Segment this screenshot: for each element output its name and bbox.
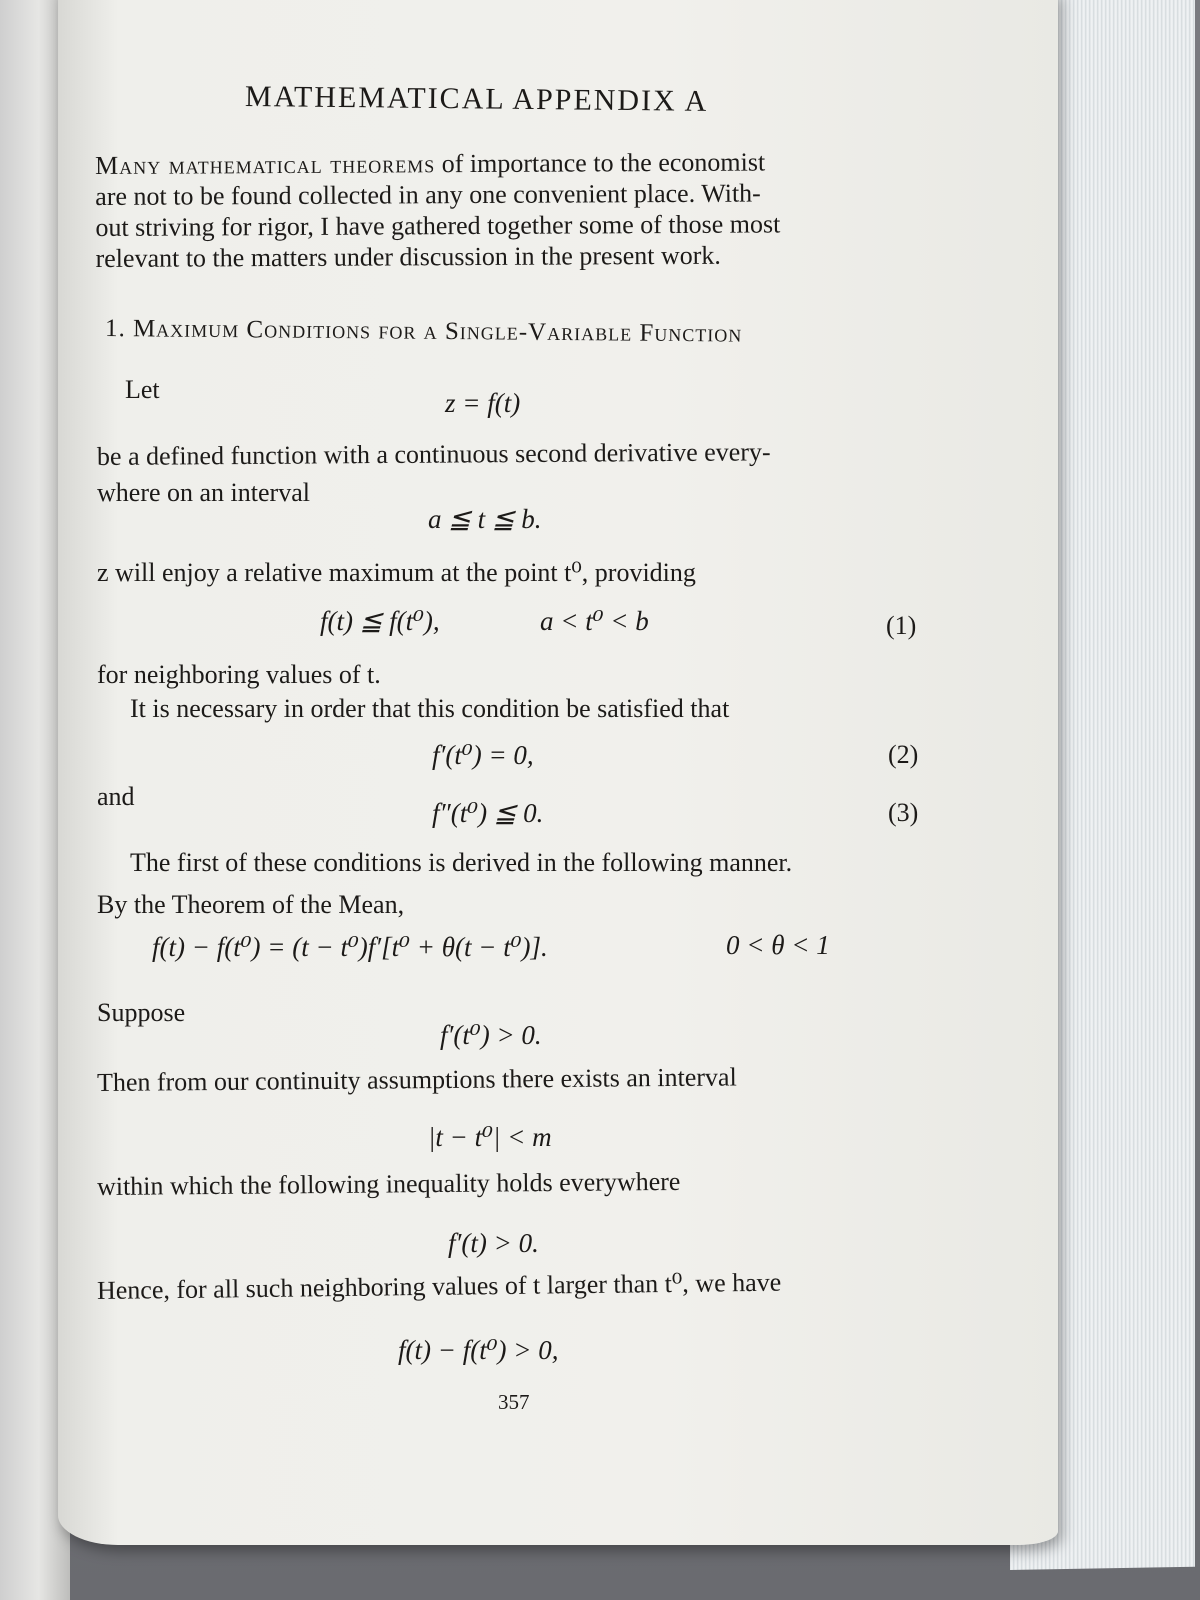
equation-number-2: (2): [888, 740, 919, 769]
equation-abs-interval: |t − t⁰| < m: [428, 1122, 552, 1152]
intro-line-3: out striving for rigor, I have gathered together some of those most: [95, 209, 781, 242]
equation-number-1: (1): [886, 611, 917, 640]
intro-line-1: [95, 146, 780, 181]
page-number: 357: [498, 1390, 530, 1414]
text-relative-max: z will enjoy a relative maximum at the point t⁰, providing: [97, 558, 696, 587]
equation-number-3: (3): [888, 798, 919, 827]
equation-interval: a ≦ t ≦ b.: [428, 504, 542, 534]
equation-mean-value: f(t) − f(t⁰) = (t − t⁰)f′[t⁰ + θ(t − t⁰)].: [152, 932, 548, 962]
intro-line-2: are not to be found collected in any one convenient place. With-: [95, 178, 761, 211]
page-title: MATHEMATICAL APPENDIX A: [244, 80, 709, 118]
equation-inequality: f′(t) > 0.: [448, 1228, 539, 1258]
text-suppose: Suppose: [97, 998, 186, 1027]
equation-z: z = f(t): [445, 388, 521, 418]
equation-1-right: a < t⁰ < b: [540, 606, 649, 636]
equation-1-left: f(t) ≦ f(t⁰),: [320, 606, 440, 636]
section-heading: 1. Maximum Conditions for a Single-Variable Function: [104, 315, 743, 348]
text-within: within which the following inequality holds everywhere: [96, 1166, 681, 1201]
equation-mean-condition: 0 < θ < 1: [726, 930, 830, 960]
equation-2: f′(t⁰) = 0,: [432, 740, 534, 770]
text-hence: Hence, for all such neighboring values of t larger than t⁰, we have: [96, 1267, 782, 1305]
intro-line-1-rest: of importance to the economist: [435, 147, 766, 179]
text-first-conditions: The first of these conditions is derived in the following manner.: [130, 848, 793, 877]
intro-lead-caps: Many mathematical theorems: [95, 149, 436, 180]
text-theorem-mean: By the Theorem of the Mean,: [97, 890, 405, 919]
equation-final: f(t) − f(t⁰) > 0,: [398, 1335, 559, 1365]
equation-3: f″(t⁰) ≦ 0.: [432, 798, 544, 828]
text-defined-2: where on an interval: [97, 478, 310, 507]
text-defined-1: be a defined function with a continuous second derivative every-: [96, 437, 771, 471]
text-continuity: Then from our continuity assumptions there exists an interval: [96, 1062, 737, 1097]
text-neighboring: for neighboring values of t.: [97, 660, 381, 689]
equation-suppose: f′(t⁰) > 0.: [440, 1020, 542, 1050]
text-let: Let: [125, 375, 160, 404]
text-and: and: [97, 782, 135, 811]
intro-line-4: relevant to the matters under discussion in the present work.: [95, 240, 721, 273]
text-necessary: It is necessary in order that this condition be satisfied that: [130, 694, 730, 723]
intro-paragraph: [95, 146, 781, 274]
